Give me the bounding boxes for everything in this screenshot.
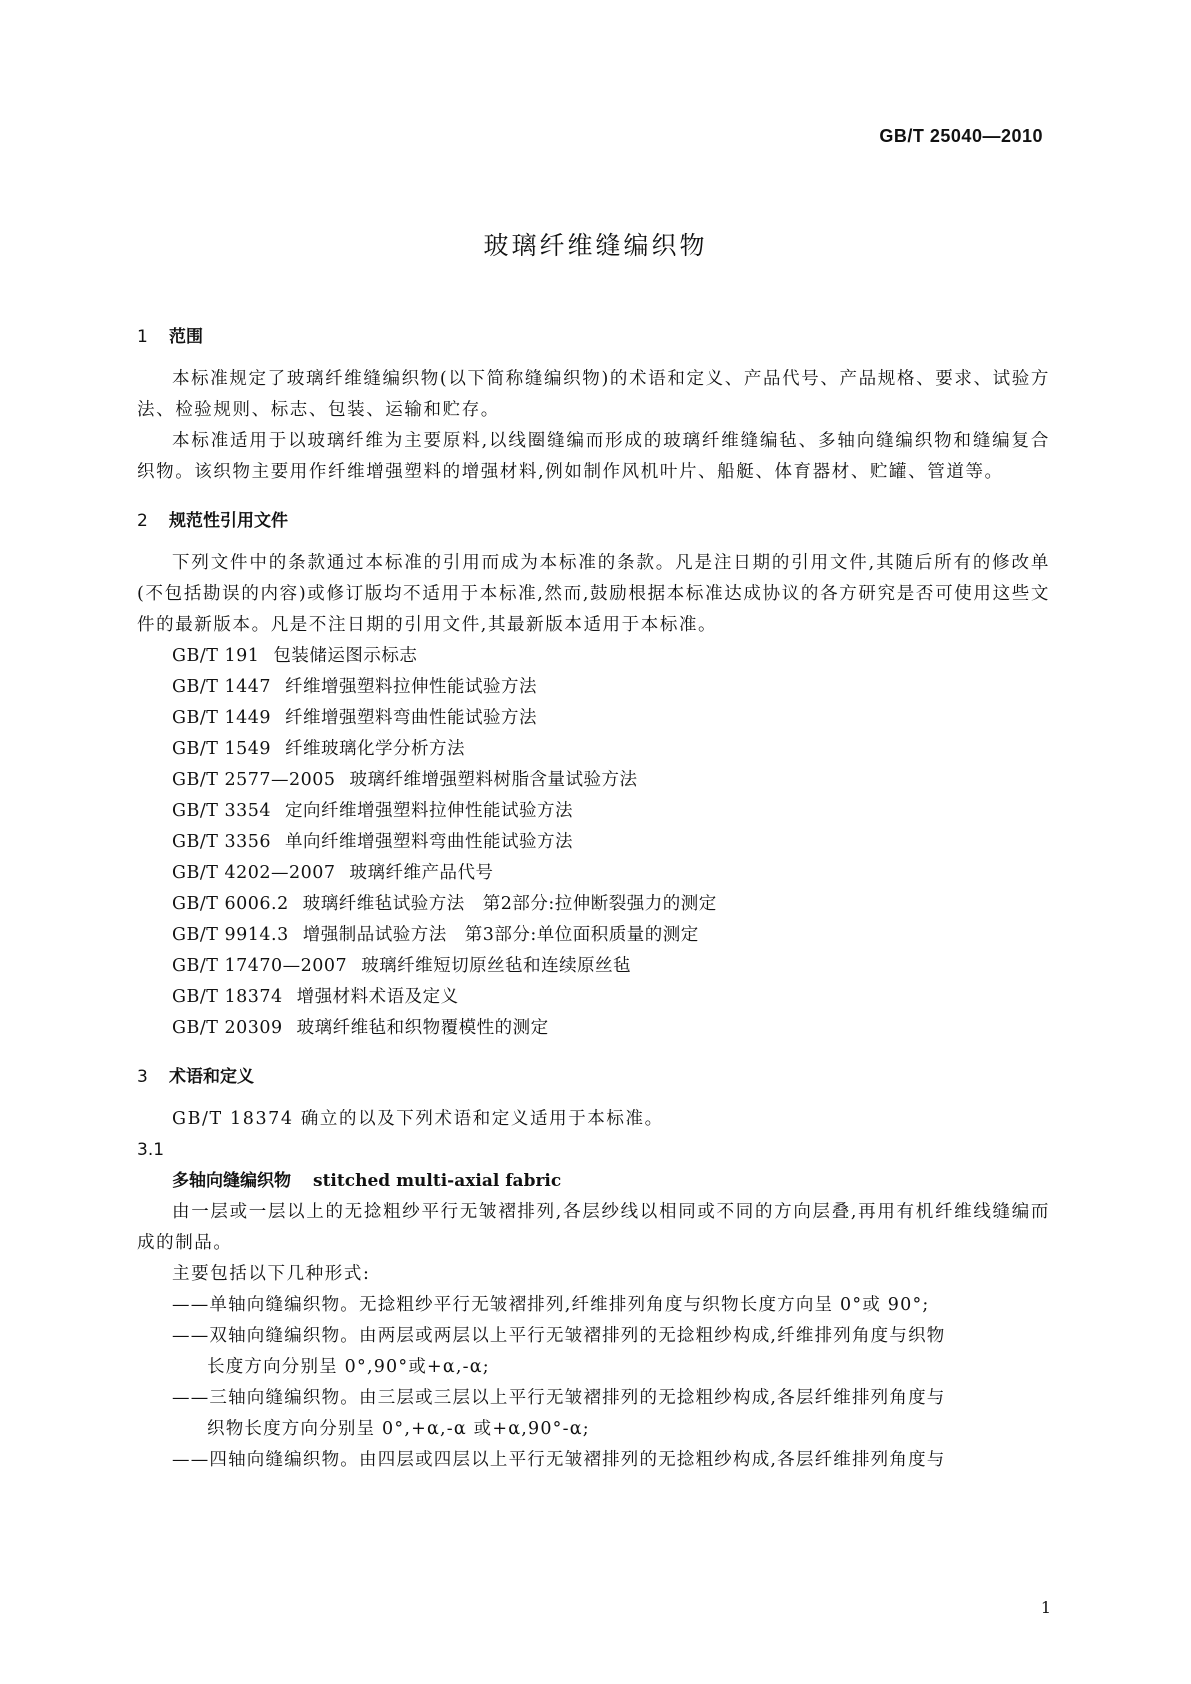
list-item: ——四轴向缝编织物。由四层或四层以上平行无皱褶排列的无捻粗纱构成,各层纤维排列角度与: [172, 1450, 946, 1470]
reference-list: [137, 641, 1050, 1044]
section-number: 1: [137, 327, 148, 347]
list-item: ——双轴向缝编织物。由两层或两层以上平行无皱褶排列的无捻粗纱构成,纤维排列角度与织物 长度方向分别呈 0°,90°或+α,-α;: [172, 1326, 946, 1377]
reference-item: GB/T 20309 玻璃纤维毡和织物覆模性的测定: [172, 1018, 549, 1038]
forms-intro: 主要包括以下几种形式:: [172, 1264, 371, 1284]
reference-item: GB/T 2577—2005 玻璃纤维增强塑料树脂含量试验方法: [172, 770, 638, 790]
reference-item: GB/T 1549 纤维玻璃化学分析方法: [172, 739, 466, 759]
terms-intro: GB/T 18374 确立的以及下列术语和定义适用于本标准。: [172, 1109, 664, 1129]
term-definition: 由一层或一层以上的无捻粗纱平行无皱褶排列,各层纱线以相同或不同的方向层叠,再用有机纤维线缝编而成的制品。: [137, 1202, 1050, 1253]
reference-item: GB/T 1449 纤维增强塑料弯曲性能试验方法: [172, 708, 538, 728]
reference-item: GB/T 6006.2 玻璃纤维毡试验方法 第2部分:拉伸断裂强力的测定: [172, 894, 717, 914]
reference-item: GB/T 17470—2007 玻璃纤维短切原丝毡和连续原丝毡: [172, 956, 632, 976]
document-body: [137, 320, 1050, 1476]
reference-item: GB/T 3354 定向纤维增强塑料拉伸性能试验方法: [172, 801, 574, 821]
reference-item: GB/T 3356 单向纤维增强塑料弯曲性能试验方法: [172, 832, 574, 852]
section-2-heading: [137, 504, 1050, 538]
reference-item: GB/T 9914.3 增强制品试验方法 第3部分:单位面积质量的测定: [172, 925, 699, 945]
term-chinese: 多轴向缝编织物: [172, 1171, 291, 1191]
section-number: 3: [137, 1067, 148, 1087]
section-title: 范围: [169, 327, 203, 347]
forms-list: [137, 1290, 1050, 1476]
clause-number: 3.1: [137, 1140, 165, 1160]
reference-item: GB/T 18374 增强材料术语及定义: [172, 987, 459, 1007]
document-title: 玻璃纤维缝编织物: [483, 231, 708, 260]
section-title: 规范性引用文件: [169, 511, 288, 531]
list-item: ——三轴向缝编织物。由三层或三层以上平行无皱褶排列的无捻粗纱构成,各层纤维排列角度与 织物长度方向分别呈 0°,+α,-α 或+α,90°-α;: [172, 1388, 946, 1439]
scope-paragraph-2: 本标准适用于以玻璃纤维为主要原料,以线圈缝编而形成的玻璃纤维缝编毡、多轴向缝编织物和缝编复合织物。该织物主要用作纤维增强塑料的增强材料,例如制作风机叶片、船艇、体育器材、贮罐、管道等。: [137, 431, 1050, 482]
section-number: 2: [137, 511, 148, 531]
section-3-heading: [137, 1060, 1050, 1094]
list-item: ——单轴向缝编织物。无捻粗纱平行无皱褶排列,纤维排列角度与织物长度方向呈 0°或 90°;: [172, 1295, 930, 1315]
page-number: 1: [1040, 1598, 1051, 1617]
standard-code: GB/T 25040—2010: [879, 126, 1043, 146]
section-1-heading: [137, 320, 1050, 354]
section-title: 术语和定义: [169, 1067, 254, 1087]
scope-paragraph-1: 本标准规定了玻璃纤维缝编织物(以下简称缝编织物)的术语和定义、产品代号、产品规格、要求、试验方法、检验规则、标志、包装、运输和贮存。: [137, 369, 1050, 420]
references-intro: 下列文件中的条款通过本标准的引用而成为本标准的条款。凡是注日期的引用文件,其随后所有的修改单(不包括勘误的内容)或修订版均不适用于本标准,然而,鼓励根据本标准达成协议的各方研究是否可使用这些文件的最新版本。凡是不注日期的引用文件,其最新版本适用于本标准。: [137, 553, 1050, 635]
term-entry: [137, 1165, 1050, 1197]
reference-item: GB/T 191 包装储运图示标志: [172, 646, 418, 666]
reference-item: GB/T 4202—2007 玻璃纤维产品代号: [172, 863, 494, 883]
term-english: stitched multi-axial fabric: [313, 1171, 562, 1191]
reference-item: GB/T 1447 纤维增强塑料拉伸性能试验方法: [172, 677, 538, 697]
